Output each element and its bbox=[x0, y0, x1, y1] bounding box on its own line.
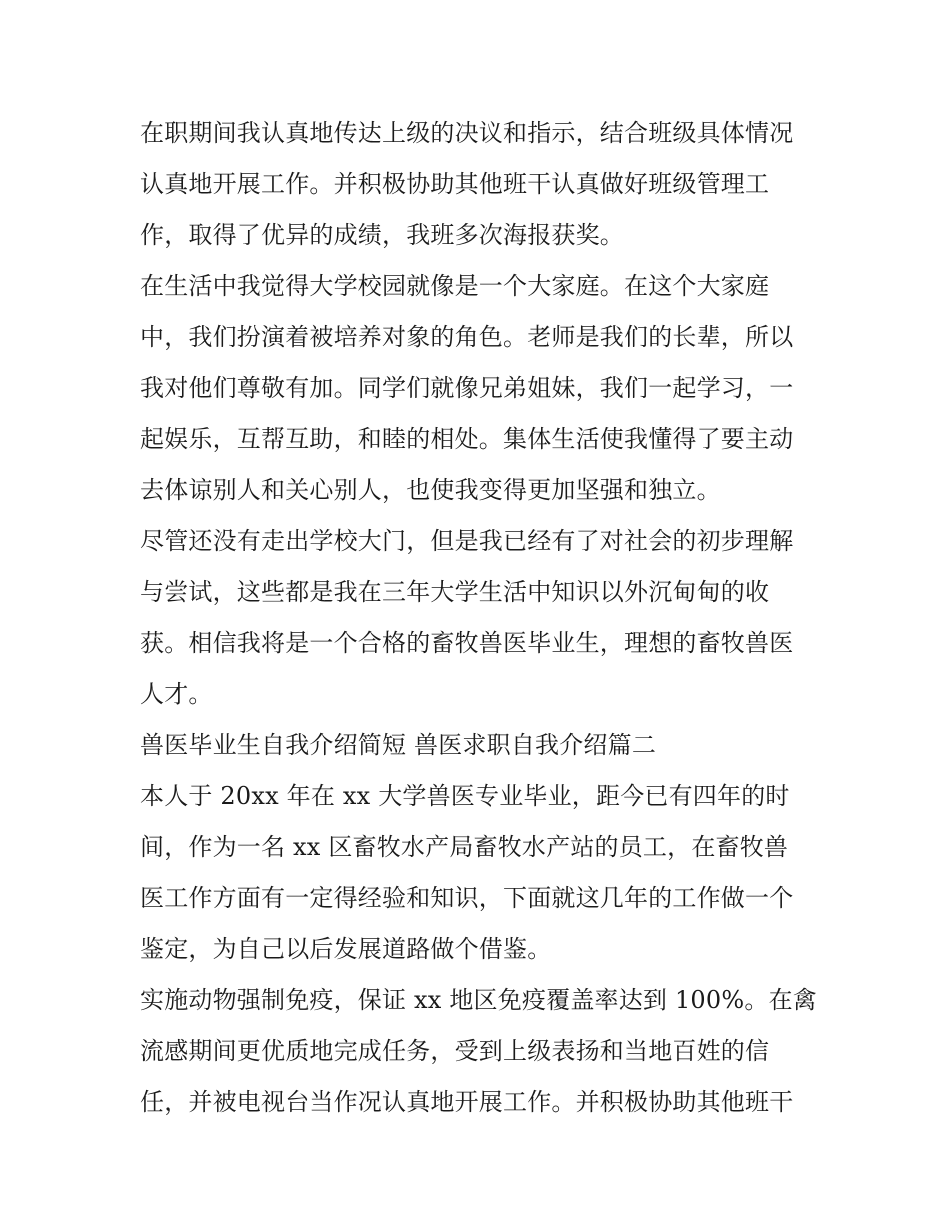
text-line: 在职期间我认真地传达上级的决议和指示，结合班级具体情况 bbox=[140, 119, 794, 147]
document-page bbox=[140, 108, 815, 1128]
text-line: 尽管还没有走出学校大门，但是我已经有了对社会的初步理解 bbox=[140, 527, 794, 555]
text-line: 起娱乐，互帮互助，和睦的相处。集体生活使我懂得了要主动 bbox=[140, 425, 794, 453]
text-line: 医工作方面有一定得经验和知识，下面就这几年的工作做一个 bbox=[140, 884, 794, 912]
text-line: 我对他们尊敬有加。同学们就像兄弟姐妹，我们一起学习，一 bbox=[140, 374, 794, 402]
text-line: 流感期间更优质地完成任务，受到上级表扬和当地百姓的信 bbox=[140, 1037, 770, 1065]
section-heading bbox=[140, 720, 815, 771]
text-line: 鉴定，为自己以后发展道路做个借鉴。 bbox=[140, 935, 552, 963]
paragraph-campus-life bbox=[140, 261, 815, 516]
text-line: 任，并被电视台当作况认真地开展工作。并积极协助其他班干 bbox=[140, 1088, 794, 1116]
text-line: 与尝试，这些都是我在三年大学生活中知识以外沉甸甸的收 bbox=[140, 578, 770, 606]
heading-line: 兽医毕业生自我介绍简短 兽医求职自我介绍篇二 bbox=[140, 731, 657, 759]
text-line: 在生活中我觉得大学校园就像是一个大家庭。在这个大家庭 bbox=[140, 272, 770, 300]
text-line: 中，我们扮演着被培养对象的角色。老师是我们的长辈，所以 bbox=[140, 323, 794, 351]
paragraph-society-understanding bbox=[140, 516, 815, 720]
text-line: 实施动物强制免疫，保证 xx 地区免疫覆盖率达到 100%。在禽 bbox=[140, 986, 817, 1014]
text-line: 间，作为一名 xx 区畜牧水产局畜牧水产站的员工，在畜牧兽 bbox=[140, 833, 789, 861]
paragraph-work-duties bbox=[140, 108, 815, 261]
text-line: 去体谅别人和关心别人，也使我变得更加坚强和独立。 bbox=[140, 476, 721, 504]
text-line: 本人于 20xx 年在 xx 大学兽医专业毕业，距今已有四年的时 bbox=[140, 782, 790, 810]
text-line: 作，取得了优异的成绩，我班多次海报获奖。 bbox=[140, 221, 624, 249]
text-line: 认真地开展工作。并积极协助其他班干认真做好班级管理工 bbox=[140, 170, 770, 198]
text-line: 人才。 bbox=[140, 680, 213, 708]
text-line: 获。相信我将是一个合格的畜牧兽医毕业生，理想的畜牧兽医 bbox=[140, 629, 794, 657]
paragraph-immunization bbox=[140, 975, 815, 1128]
paragraph-graduation-intro bbox=[140, 771, 815, 975]
